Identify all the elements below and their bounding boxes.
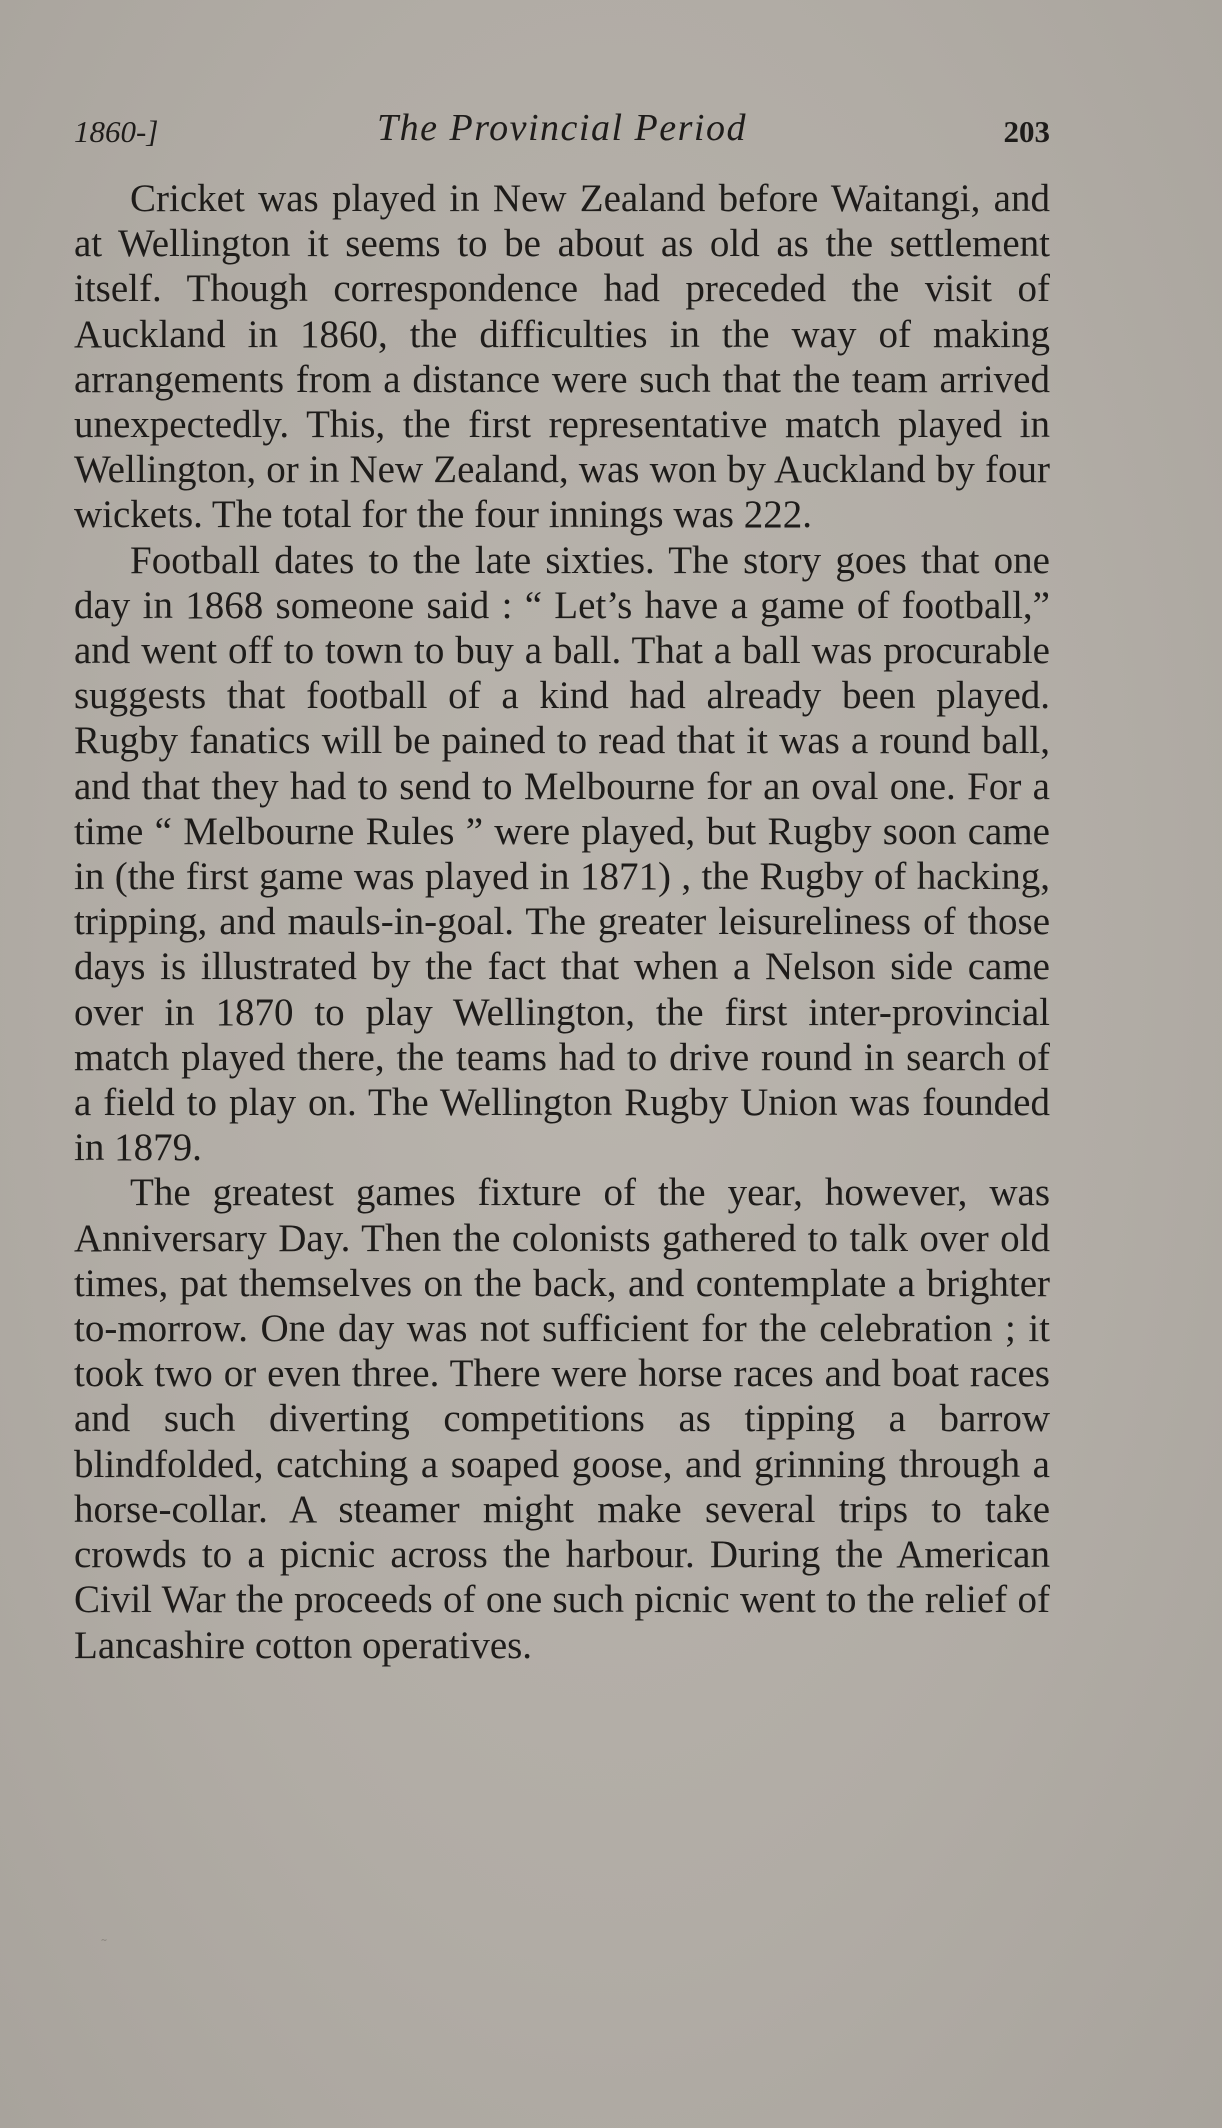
paper-speck: ˜ xyxy=(100,1936,108,1955)
running-head xyxy=(74,106,1050,158)
page-number: 203 xyxy=(1003,114,1050,149)
body-text xyxy=(74,176,1050,1668)
paragraph-anniversary-day: The greatest games fixture of the year, however, was Anniversary Day. Then the colonists gathered to talk over old times, pat themselves on the back, and contemplate a brighter to-morrow. One day was not sufficient for the celebration ; it took two or even three. There were horse races and boat races and such diverting competitions as tipping a barrow blindfolded, catching a soaped goose, and grinning through a horse-collar. A steamer might make several trips to take crowds to a picnic across the harbour. During the American Civil War the proceeds of one such picnic went to the relief of Lancashire cotton operatives. xyxy=(74,1171,1050,1667)
running-head-date: 1860-] xyxy=(74,114,159,149)
running-head-title: The Provincial Period xyxy=(377,107,747,149)
paragraph-football: Football dates to the late sixties. The story goes that one day in 1868 someone said : “ Let’s have a game of football,” and went off to town to buy a ball. That a ball was procurable suggests that football of a kind had already been played. Rugby fanatics will be pained to read that it was a round ball, and that they had to send to Melbourne for an oval one. For a time “ Melbourne Rules ” were played, but Rugby soon came in (the first game was played in 1871) , the Rugby of hacking, tripping, and mauls-in-goal. The greater leisureliness of those days is illustrated by the fact that when a Nelson side came over in 1870 to play Wellington, the first inter-provincial match played there, the teams had to drive round in search of a field to play on. The Wellington Rugby Union was founded in 1879. xyxy=(74,538,1050,1170)
paragraph-cricket: Cricket was played in New Zealand before Waitangi, and at Wellington it seems to be about as old as the settlement itself. Though correspondence had preceded the visit of Auckland in 1860, the difficulties in the way of making arrangements from a distance were such that the team arrived unexpectedly. This, the first representative match played in Wellington, or in New Zealand, was won by Auckland by four wickets. The total for the four innings was 222. xyxy=(74,177,1050,537)
